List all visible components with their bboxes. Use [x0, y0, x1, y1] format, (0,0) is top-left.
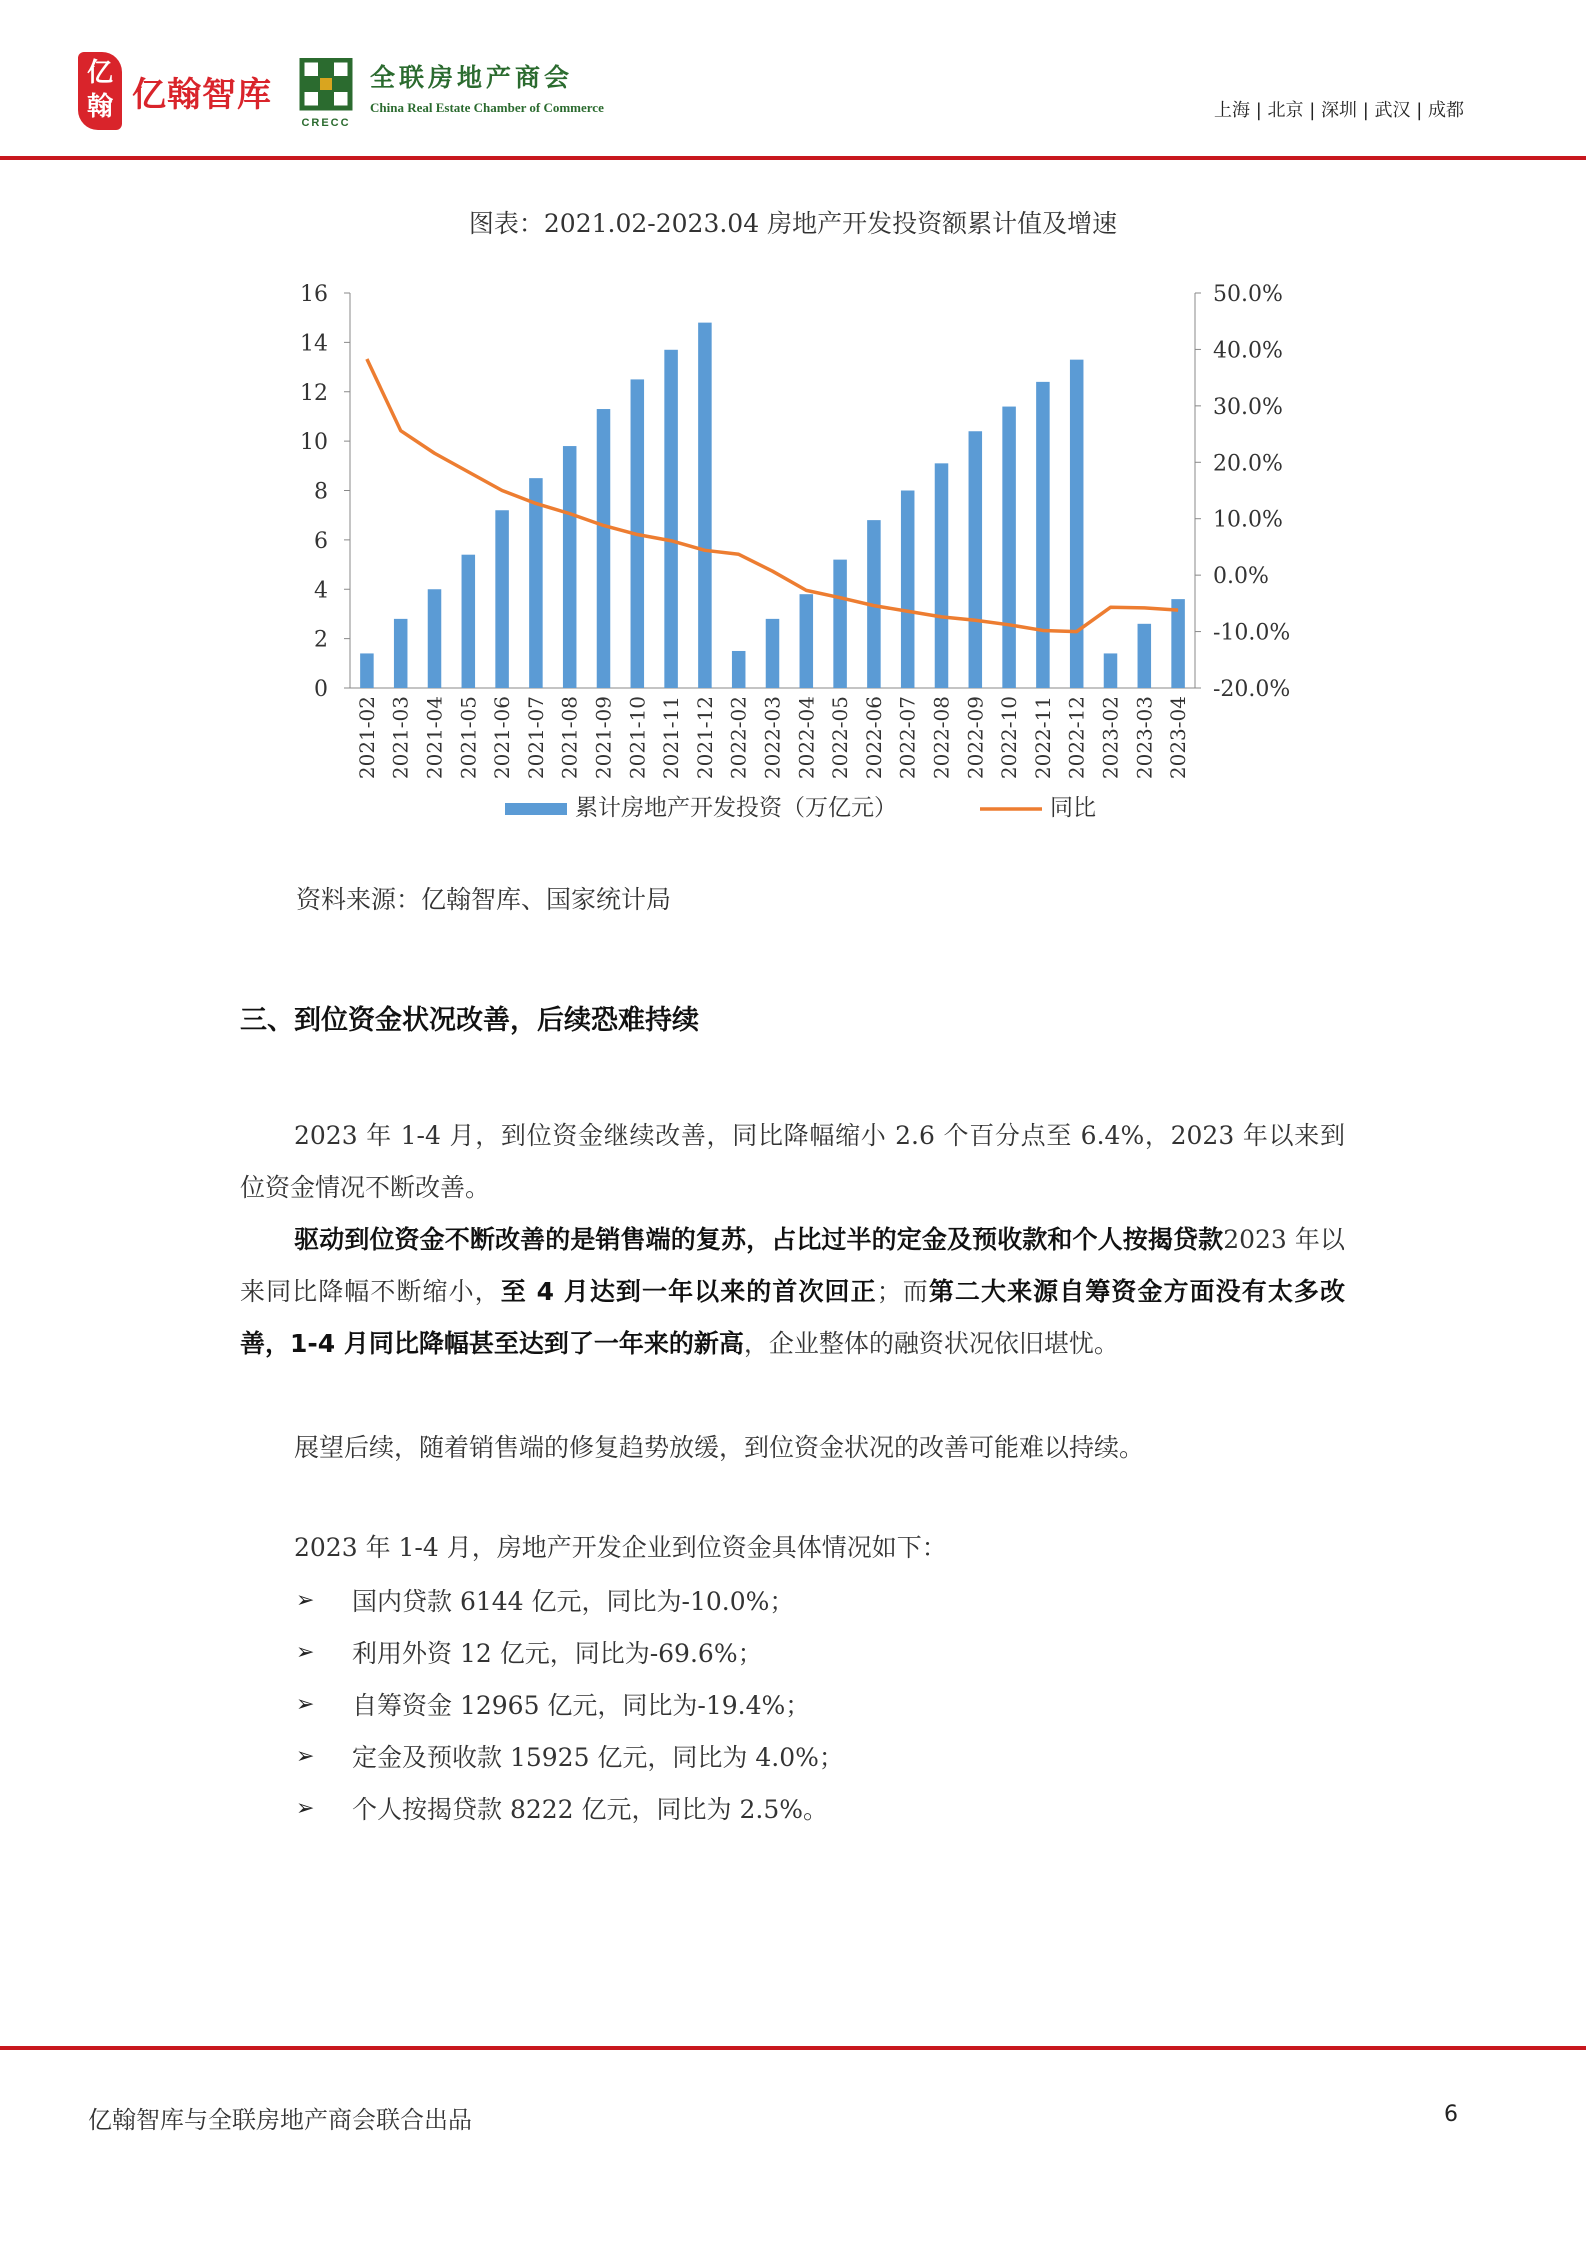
bar [428, 589, 442, 688]
y-tick-label: 0 [314, 677, 328, 702]
bar [935, 463, 949, 688]
paragraph-2-bold-1: 驱动到位资金不断改善的是销售端的复苏，占比过半的定金及预收款和个人按揭贷款 [294, 1225, 1224, 1254]
x-tick-label: 2022-08 [929, 696, 954, 780]
y-tick-label: 10 [300, 430, 328, 456]
y-tick-label: 8 [314, 479, 328, 505]
bar [664, 350, 678, 688]
y2-tick-label: 0.0% [1213, 564, 1269, 590]
bar [1138, 624, 1152, 688]
list-item [296, 1678, 844, 1730]
bar [1104, 653, 1118, 688]
bar [901, 491, 915, 689]
x-tick-label: 2021-04 [422, 696, 447, 780]
y-tick-label: 16 [300, 282, 328, 307]
paragraph-2-normal-1: 2023 年以来同比降幅不断缩小， [240, 1225, 1345, 1306]
x-tick-label: 2023-02 [1098, 696, 1123, 780]
x-tick-label: 2022-11 [1030, 696, 1055, 780]
y2-tick-label: 10.0% [1213, 507, 1283, 533]
legend-bar-label: 累计房地产开发投资（万亿元） [575, 795, 897, 821]
bar [394, 619, 408, 688]
chart-source: 资料来源：亿翰智库、国家统计局 [296, 885, 672, 914]
list-item [296, 1626, 844, 1678]
y-tick-label: 12 [300, 380, 328, 406]
x-tick-label: 2021-05 [456, 696, 481, 780]
bullet-arrow-icon: ➢ [296, 1795, 315, 1821]
crecc-name-en: China Real Estate Chamber of Commerce [370, 100, 604, 115]
bar [766, 619, 780, 688]
yihan-logo-mark: 亿翰 [78, 52, 122, 130]
bullet-arrow-icon: ➢ [296, 1691, 315, 1717]
list-item [296, 1730, 844, 1782]
paragraph-2 [240, 1214, 1345, 1370]
yoy-line [367, 359, 1178, 632]
bar [597, 409, 611, 688]
x-tick-label: 2022-12 [1064, 696, 1089, 780]
x-tick-label: 2021-11 [659, 696, 684, 780]
legend-bar-swatch [505, 803, 567, 815]
crecc-abbr: CRECC [301, 117, 351, 129]
investment-chart [260, 265, 1320, 845]
y2-tick-label: 50.0% [1213, 282, 1283, 307]
bar [800, 594, 814, 688]
crecc-emblem-icon [296, 58, 356, 130]
x-tick-label: 2022-06 [861, 696, 886, 780]
x-tick-label: 2021-12 [692, 696, 717, 780]
funding-list [296, 1574, 844, 1834]
header-divider [0, 156, 1586, 160]
y-tick-label: 4 [314, 578, 328, 604]
x-tick-label: 2022-05 [828, 696, 853, 780]
list-item-text: 定金及预收款 15925 亿元，同比为 4.0%； [352, 1743, 844, 1772]
x-tick-label: 2022-03 [760, 696, 785, 780]
bar [1002, 407, 1016, 688]
bar [563, 446, 577, 688]
paragraph-3-text: 展望后续，随着销售端的修复趋势放缓，到位资金状况的改善可能难以持续。 [294, 1433, 1145, 1462]
x-tick-label: 2022-09 [963, 696, 988, 780]
x-tick-label: 2021-06 [490, 696, 515, 780]
bar [698, 323, 712, 688]
bar [462, 555, 476, 688]
section-heading: 三、到位资金状况改善，后续恐难持续 [240, 1005, 699, 1036]
list-item [296, 1574, 844, 1626]
y2-tick-label: 30.0% [1213, 394, 1283, 420]
x-tick-label: 2021-08 [557, 696, 582, 780]
y-tick-label: 2 [314, 627, 328, 653]
paragraph-4 [240, 1522, 1345, 1574]
y2-tick-label: 40.0% [1213, 338, 1283, 364]
x-tick-label: 2023-03 [1132, 696, 1157, 780]
header-cities: 上海 | 北京 | 深圳 | 武汉 | 成都 [1213, 100, 1464, 121]
bar [495, 510, 509, 688]
paragraph-1-text: 2023 年 1-4 月，到位资金继续改善，同比降幅缩小 2.6 个百分点至 6.4%，2023 年以来到位资金情况不断改善。 [240, 1121, 1345, 1202]
x-tick-label: 2021-10 [625, 696, 650, 780]
list-item-text: 国内贷款 6144 亿元，同比为-10.0%； [352, 1587, 795, 1616]
bar [1036, 382, 1050, 688]
bar [1171, 599, 1185, 688]
bar [732, 651, 746, 688]
y-tick-label: 6 [314, 528, 328, 554]
paragraph-2-normal-3: ，企业整体的融资状况依旧堪忧。 [743, 1329, 1119, 1358]
bar [360, 653, 374, 688]
y2-tick-label: -10.0% [1213, 620, 1291, 646]
bullet-arrow-icon: ➢ [296, 1743, 315, 1769]
x-tick-label: 2022-07 [895, 696, 920, 780]
page-header [0, 0, 1586, 160]
y-tick-label: 14 [300, 331, 328, 357]
yihan-logo [78, 52, 272, 130]
footer-credit: 亿翰智库与全联房地产商会联合出品 [88, 2106, 472, 2134]
x-tick-label: 2021-02 [354, 696, 379, 780]
list-item-text: 利用外资 12 亿元，同比为-69.6%； [352, 1639, 763, 1668]
bar [969, 431, 983, 688]
x-tick-label: 2022-02 [726, 696, 751, 780]
list-item [296, 1782, 844, 1834]
paragraph-1 [240, 1110, 1345, 1214]
paragraph-2-bold-2: 至 4 月达到一年以来的首次回正 [500, 1277, 877, 1306]
y2-tick-label: -20.0% [1213, 677, 1291, 702]
list-item-text: 自筹资金 12965 亿元，同比为-19.4%； [352, 1691, 811, 1720]
bullet-arrow-icon: ➢ [296, 1587, 315, 1613]
list-item-text: 个人按揭贷款 8222 亿元，同比为 2.5%。 [352, 1795, 828, 1824]
bar [529, 478, 543, 688]
chart-title: 图表：2021.02-2023.04 房地产开发投资额累计值及增速 [468, 209, 1118, 238]
crecc-logo [296, 58, 604, 130]
bar [833, 560, 847, 688]
paragraph-4-text: 2023 年 1-4 月，房地产开发企业到位资金具体情况如下： [294, 1533, 947, 1562]
x-tick-label: 2021-09 [591, 696, 616, 780]
paragraph-3 [240, 1422, 1345, 1474]
x-tick-label: 2022-10 [997, 696, 1022, 780]
yihan-logo-text: 亿翰智库 [132, 74, 272, 115]
y2-tick-label: 20.0% [1213, 451, 1283, 477]
x-tick-label: 2023-04 [1166, 696, 1191, 780]
x-tick-label: 2021-03 [388, 696, 413, 780]
legend-line-label: 同比 [1050, 795, 1096, 821]
x-tick-label: 2021-07 [523, 696, 548, 780]
paragraph-2-bold-3: 第二大来源自筹资金方面没有太多改善，1-4 月同比降幅甚至达到了一年来的新高 [240, 1277, 1345, 1358]
crecc-name-cn: 全联房地产商会 [370, 63, 574, 92]
paragraph-2-normal-2: ；而 [876, 1277, 929, 1306]
bullet-arrow-icon: ➢ [296, 1639, 315, 1665]
bar [1070, 360, 1084, 688]
footer-divider [0, 2046, 1586, 2050]
crecc-logo-text [370, 58, 604, 116]
page-number: 6 [1444, 2102, 1458, 2127]
x-tick-label: 2022-04 [794, 696, 819, 780]
